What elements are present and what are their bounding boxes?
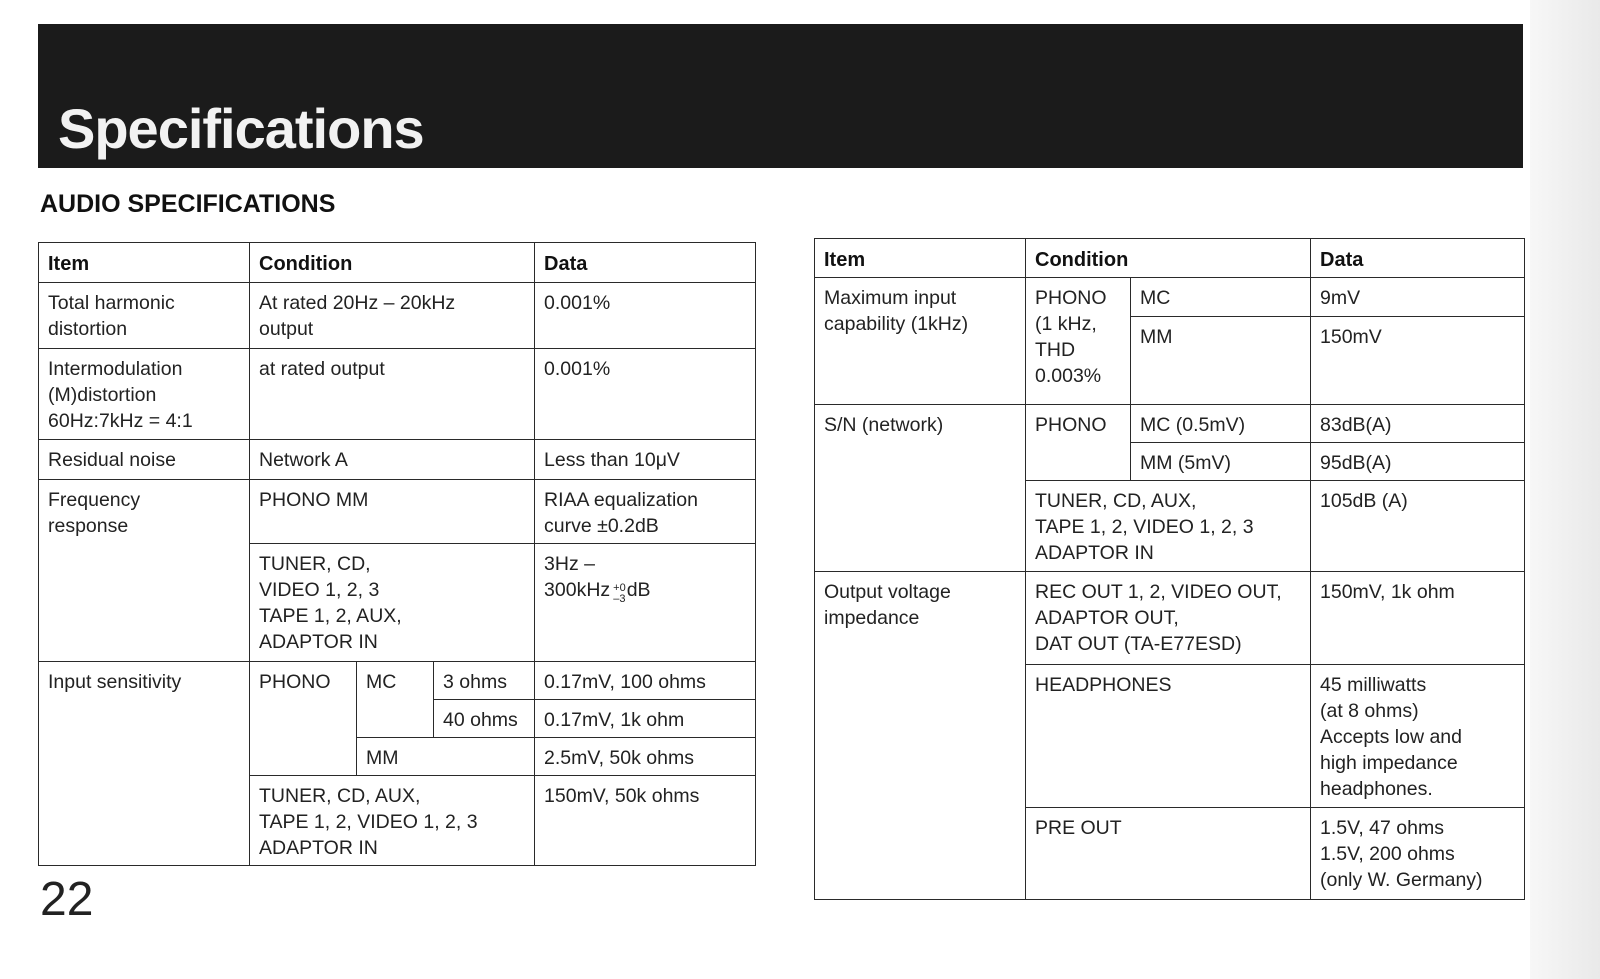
title-banner (38, 24, 1523, 168)
item-cell: Intermodulation (M)distortion 60Hz:7kHz = 4:1 (39, 349, 250, 440)
header-row (815, 239, 1525, 278)
condition-cell: MC (357, 662, 434, 738)
data-cell: 95dB(A) (1311, 443, 1525, 481)
condition-cell: REC OUT 1, 2, VIDEO OUT, ADAPTOR OUT, DAT OUT (TA-E77ESD) (1026, 572, 1311, 665)
tolerance-unit: dB (626, 579, 651, 601)
item-cell: Residual noise (39, 440, 250, 480)
section-title: AUDIO SPECIFICATIONS (40, 190, 336, 218)
table-row (39, 349, 756, 440)
condition-cell: MM (1131, 317, 1311, 405)
item-cell: Frequency response (39, 480, 250, 662)
table-row (39, 283, 756, 349)
condition-cell: PHONO (1 kHz, THD 0.003% (1026, 278, 1131, 405)
freq-range-text: 3Hz – 300kHz (544, 553, 611, 601)
header-data: Data (1311, 239, 1525, 278)
data-cell: 1.5V, 47 ohms 1.5V, 200 ohms (only W. Germany) (1311, 808, 1525, 900)
tolerance-plus: +0 (613, 582, 626, 594)
condition-cell: Network A (250, 440, 535, 480)
data-cell: 0.001% (535, 283, 756, 349)
condition-cell: PHONO MM (250, 480, 535, 544)
item-cell: S/N (network) (815, 405, 1026, 572)
condition-cell: PHONO (250, 662, 357, 776)
condition-cell: At rated 20Hz – 20kHz output (250, 283, 535, 349)
condition-cell: 3 ohms (434, 662, 535, 700)
condition-cell: TUNER, CD, VIDEO 1, 2, 3 TAPE 1, 2, AUX, ADAPTOR IN (250, 544, 535, 662)
condition-cell: MC (1131, 278, 1311, 317)
condition-cell: TUNER, CD, AUX, TAPE 1, 2, VIDEO 1, 2, 3 ADAPTOR IN (1026, 481, 1311, 572)
audio-spec-table-right (814, 238, 1525, 900)
data-cell: 0.001% (535, 349, 756, 440)
data-cell: 0.17mV, 100 ohms (535, 662, 756, 700)
condition-cell: PHONO (1026, 405, 1131, 481)
data-cell: Less than 10μV (535, 440, 756, 480)
page-edge-shadow (1530, 0, 1600, 979)
audio-spec-table-left (38, 242, 756, 866)
data-cell: 0.17mV, 1k ohm (535, 700, 756, 738)
condition-cell: MM (357, 738, 535, 776)
table-row (815, 572, 1525, 665)
condition-cell: MC (0.5mV) (1131, 405, 1311, 443)
header-condition: Condition (1026, 239, 1311, 278)
tolerance-minus: –3 (613, 593, 626, 605)
item-cell: Output voltage impedance (815, 572, 1026, 900)
tolerance-stack (613, 583, 626, 605)
data-cell: 150mV, 50k ohms (535, 776, 756, 866)
header-item: Item (39, 243, 250, 283)
table-row (39, 662, 756, 700)
item-cell: Input sensitivity (39, 662, 250, 866)
header-data: Data (535, 243, 756, 283)
condition-cell: HEADPHONES (1026, 665, 1311, 808)
condition-cell: MM (5mV) (1131, 443, 1311, 481)
data-cell: 9mV (1311, 278, 1525, 317)
table-row (815, 405, 1525, 443)
table-row (39, 480, 756, 544)
header-row (39, 243, 756, 283)
condition-cell: at rated output (250, 349, 535, 440)
item-cell: Total harmonic distortion (39, 283, 250, 349)
condition-cell: 40 ohms (434, 700, 535, 738)
data-cell: 45 milliwatts (at 8 ohms) Accepts low and high impedance headphones. (1311, 665, 1525, 808)
data-cell: 150mV (1311, 317, 1525, 405)
data-cell: 2.5mV, 50k ohms (535, 738, 756, 776)
header-item: Item (815, 239, 1026, 278)
data-cell: 150mV, 1k ohm (1311, 572, 1525, 665)
data-cell: RIAA equalization curve ±0.2dB (535, 480, 756, 544)
condition-cell: TUNER, CD, AUX, TAPE 1, 2, VIDEO 1, 2, 3 ADAPTOR IN (250, 776, 535, 866)
item-cell: Maximum input capability (1kHz) (815, 278, 1026, 405)
page-title: Specifications (58, 97, 424, 160)
data-cell (535, 544, 756, 662)
header-condition: Condition (250, 243, 535, 283)
data-cell: 83dB(A) (1311, 405, 1525, 443)
condition-cell: PRE OUT (1026, 808, 1311, 900)
page-number: 22 (40, 873, 94, 926)
table-row (815, 278, 1525, 317)
table-row (39, 440, 756, 480)
data-cell: 105dB (A) (1311, 481, 1525, 572)
